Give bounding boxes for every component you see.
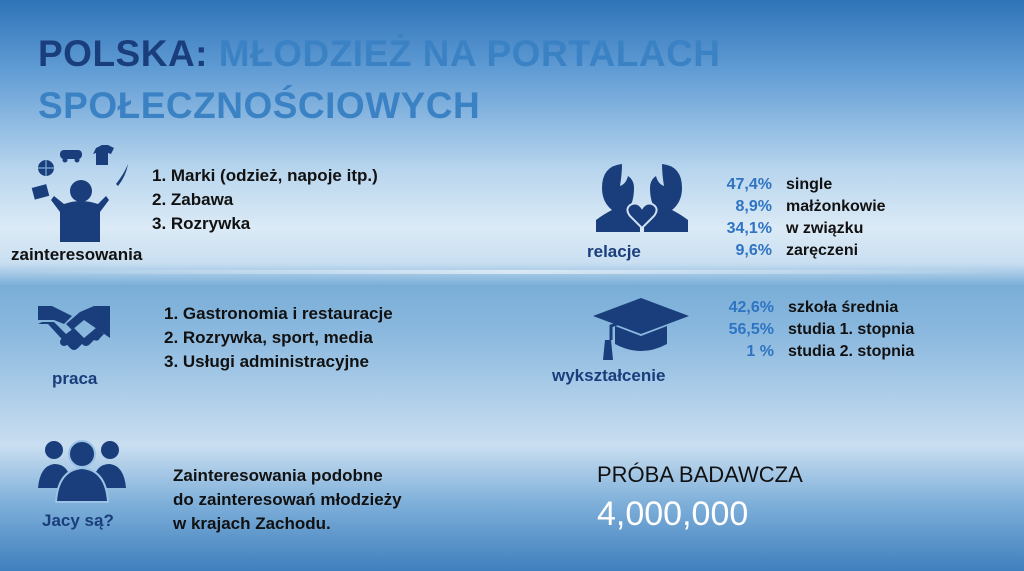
stat-label: w związku [786,220,864,237]
stat-row [712,240,886,262]
stat-label: studia 1. stopnia [788,321,915,338]
handshake-icon [36,296,112,365]
stat-label: małżonkowie [786,198,886,215]
stat-percent: 8,9% [735,198,772,215]
title-line1: MŁODZIEŻ NA PORTALACH [218,33,721,74]
interests-label: zainteresowania [11,245,143,264]
stat-row [712,174,886,196]
list-item: 1. Gastronomia i restauracje [164,304,393,323]
list-item: 3. Usługi administracyjne [164,352,370,371]
stat-label: single [786,176,833,193]
stat-percent: 47,4% [726,176,772,193]
list-item: 2. Rozrywka, sport, media [164,328,373,347]
education-stats [714,297,914,363]
work-list [164,302,393,374]
couple-heart-icon [596,160,688,237]
stat-label: studia 2. stopnia [788,343,915,360]
sample-label: PRÓBA BADAWCZA [597,462,803,487]
stat-row [712,196,886,218]
description-line: w krajach Zachodu. [173,514,331,533]
stat-percent: 9,6% [735,242,772,259]
education-label: wykształcenie [552,366,666,385]
stat-percent: 56,5% [728,321,774,338]
juggling-person-icon [26,142,136,252]
title-prefix: POLSKA: [38,33,208,74]
interests-list [152,164,378,236]
graduation-cap-icon [591,296,691,369]
stat-row [712,218,886,240]
description-line: Zainteresowania podobne [173,466,383,485]
relations-label: relacje [587,242,641,261]
relations-stats [712,174,886,262]
list-item: 1. Marki (odzież, napoje itp.) [152,166,378,185]
stat-label: zaręczeni [786,242,859,259]
stat-percent: 42,6% [728,299,774,316]
description-line: do zainteresowań młodzieży [173,490,402,509]
stat-row [714,341,914,363]
work-label: praca [52,369,98,388]
people-group-icon [38,436,126,511]
sample-value: 4,000,000 [597,495,749,533]
page-title [38,28,721,132]
stat-percent: 34,1% [726,220,772,237]
stat-label: szkoła średnia [788,299,899,316]
list-item: 2. Zabawa [152,190,234,209]
who-description [173,464,402,536]
list-item: 3. Rozrywka [152,214,251,233]
who-label: Jacy są? [42,511,114,530]
title-line2: SPOŁECZNOŚCIOWYCH [38,85,481,126]
stat-row [714,297,914,319]
stat-row [714,319,914,341]
stat-percent: 1 % [746,343,774,360]
